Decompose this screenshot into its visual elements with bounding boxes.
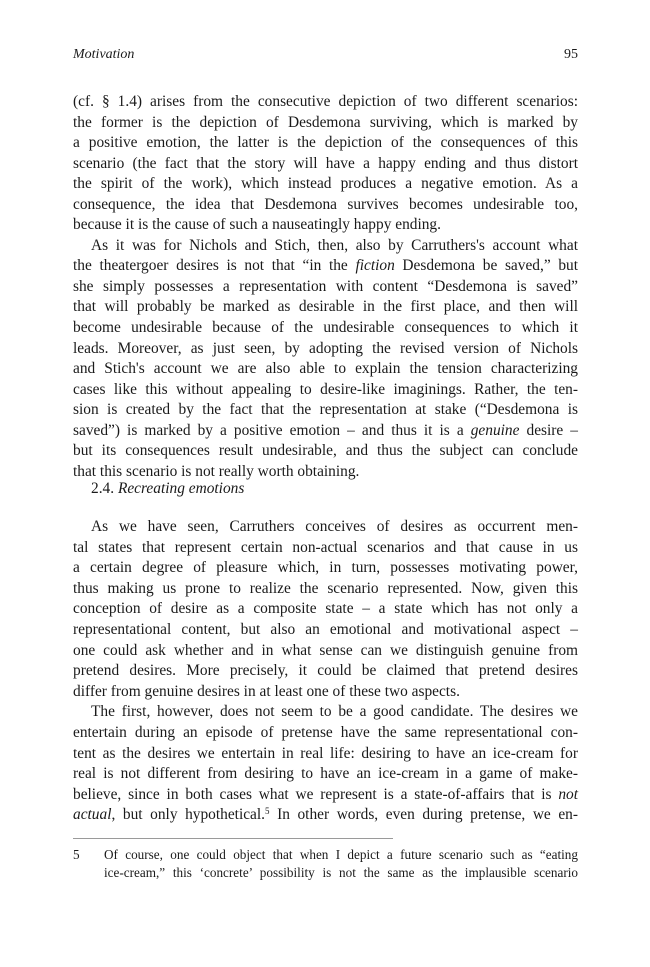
footnote-divider — [73, 838, 393, 839]
text-line: thus making us prone to realize the scenario represented. Now, given this — [73, 579, 578, 597]
section-number: 2.4. — [91, 480, 115, 497]
text-line: conception of desire as a composite state – a state which has not only a — [73, 600, 578, 618]
text-line: pretend desires. More precisely, it could be claimed that pretend desires — [73, 662, 578, 680]
emphasis: fiction — [355, 257, 395, 275]
text-line: and Stich's account we are also able to explain the tension characterizing — [73, 360, 578, 378]
text-line: she simply possesses a representation with content “Desdemona is saved” — [73, 277, 578, 295]
running-header — [73, 46, 578, 64]
text-line — [73, 421, 578, 442]
text-fragment: saved”) is marked by a positive emotion – and thus it is a — [73, 421, 471, 439]
paragraph-1 — [73, 92, 578, 236]
text-line: one could ask whether and in what sense can we distinguish genuine from — [73, 641, 578, 659]
text-line — [73, 256, 578, 277]
text-fragment: desire – — [519, 421, 579, 439]
text-fragment: Desdemona be saved,” but — [394, 257, 579, 275]
section-heading — [91, 479, 244, 499]
text-fragment: the theatergoer desires is not that “in the — [73, 257, 356, 275]
text-line: become undesirable because of the undesirable consequences to which it — [73, 319, 578, 337]
footnote-line: Of course, one could object that when I depict a future scenario such as “eating — [104, 847, 578, 862]
text-line: but its consequences result undesirable, and thus the subject can conclude — [73, 442, 578, 460]
body-text-top — [73, 92, 578, 482]
text-line: leads. Moreover, as just seen, by adopting the revised version of Nichols — [73, 339, 578, 357]
text-line: tent as the desires we entertain in real life: desiring to have an ice-cream for — [73, 744, 578, 762]
text-line: a certain degree of pleasure which, in turn, possesses motivating power, — [73, 559, 578, 577]
text-line: cases like this without appealing to desire-like imaginings. Rather, the ten- — [73, 380, 578, 398]
text-line — [73, 805, 578, 826]
paragraph-3 — [73, 517, 578, 702]
text-fragment: In other words, even during pretense, we en- — [269, 806, 578, 824]
text-line: because it is the cause of such a nauseatingly happy ending. — [73, 216, 441, 234]
text-line: the spirit of the work), which instead produces a negative emotion. As a — [73, 175, 578, 193]
text-line: The first, however, does not seem to be a good candidate. The desires we — [91, 703, 578, 721]
emphasis: not — [558, 785, 578, 803]
text-line: real is not different from desiring to have an ice-cream in a game of make- — [73, 765, 578, 783]
text-line — [73, 785, 578, 806]
paragraph-2 — [73, 236, 578, 483]
text-fragment: , but only hypothetical. — [111, 806, 266, 824]
footnote-text — [104, 846, 578, 882]
text-line: sion is created by the fact that the representation at stake (“Desdemona is — [73, 401, 578, 419]
text-line: tal states that represent certain non-actual scenarios and that cause in us — [73, 538, 578, 556]
paragraph-4 — [73, 702, 578, 826]
page-number: 95 — [564, 47, 578, 62]
body-text-bottom — [73, 517, 578, 826]
text-line: consequence, the idea that Desdemona survives becomes undesirable too, — [73, 195, 578, 213]
text-fragment: believe, since in both cases what we represent is a state-of-affairs that is — [73, 785, 559, 803]
emphasis: actual — [73, 806, 112, 824]
text-line: As it was for Nichols and Stich, then, also by Carruthers's account what — [91, 236, 578, 254]
text-line: (cf. § 1.4) arises from the consecutive depiction of two different scenarios: — [73, 93, 578, 110]
text-line: representational content, but also an emotional and motivational aspect – — [73, 620, 578, 638]
text-line: that this scenario is not really worth obtaining. — [73, 462, 360, 480]
text-line: a positive emotion, the latter is the depiction of the consequences of this — [73, 134, 578, 152]
running-title: Motivation — [73, 47, 135, 62]
footnote-line: ice-cream,” this ‘concrete’ possibility is not the same as the implausible scenario — [104, 865, 578, 880]
text-line: that will probably be marked as desirable in the first place, and then will — [73, 298, 578, 316]
text-line: As we have seen, Carruthers conceives of desires as occurrent men- — [91, 518, 578, 535]
footnote-reference[interactable]: 5 — [265, 806, 270, 817]
emphasis: genuine — [470, 421, 520, 439]
text-line: differ from genuine desires in at least one of these two aspects. — [73, 682, 460, 700]
text-line: entertain during an episode of pretense have the same representational con- — [73, 723, 578, 741]
section-title: Recreating emotions — [117, 480, 245, 497]
text-line: scenario (the fact that the story will have a happy ending and thus distort — [73, 154, 578, 172]
text-line: the former is the depiction of Desdemona surviving, which is marked by — [73, 113, 578, 131]
footnote-number: 5 — [73, 847, 80, 862]
